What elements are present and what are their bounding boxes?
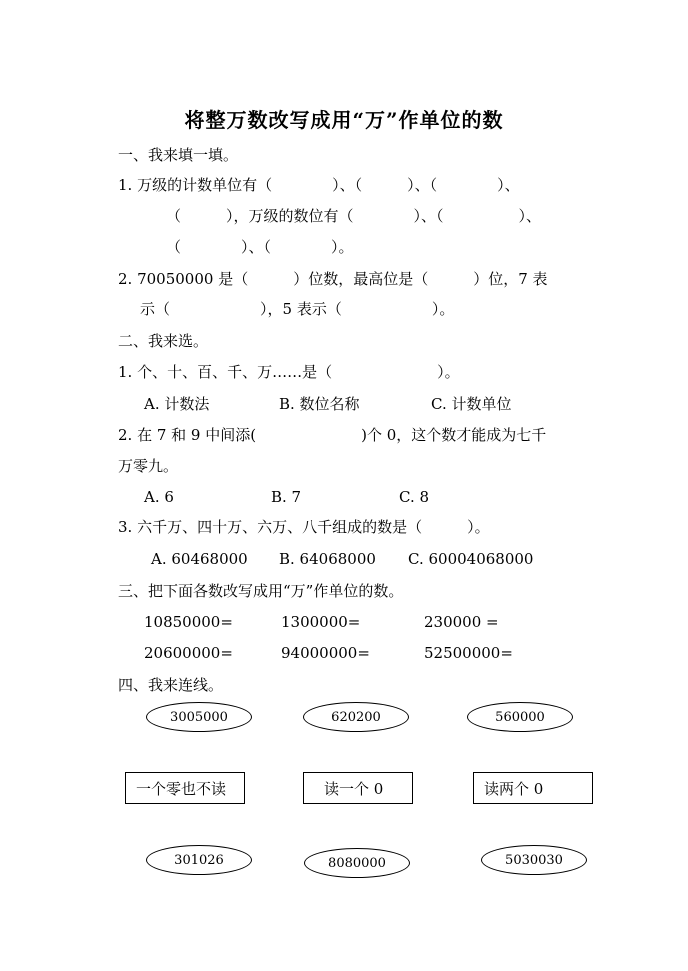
s2-q2-option-c: C. 8 [399, 488, 430, 506]
s1-q2-line1: 2. 70050000 是（ ）位数，最高位是（ ）位，7 表 [118, 270, 548, 288]
s1-q2-line2: 示（ ），5 表示（ ）。 [140, 300, 455, 318]
box-read-one-zero[interactable]: 读一个 0 [303, 772, 413, 804]
s2-q1-option-b: B. 数位名称 [279, 395, 360, 413]
section4-heading: 四、我来连线。 [118, 676, 224, 694]
box-no-zero-read[interactable]: 一个零也不读 [125, 772, 245, 804]
s2-q3-option-c: C. 60004068000 [408, 550, 534, 568]
s2-q1-option-a: A. 计数法 [144, 395, 210, 413]
s2-q2-line1: 2. 在 7 和 9 中间添( )个 0，这个数才能成为七千 [118, 426, 547, 444]
top-oval-3[interactable]: 560000 [467, 702, 573, 732]
box-read-two-zeros[interactable]: 读两个 0 [473, 772, 593, 804]
s2-q1: 1. 个、十、百、千、万……是（ ）。 [118, 363, 460, 381]
s3-item-4: 20600000= [144, 644, 233, 662]
bottom-oval-3[interactable]: 5030030 [481, 845, 587, 875]
s2-q3-option-b: B. 64068000 [279, 550, 376, 568]
s3-item-5: 94000000= [281, 644, 370, 662]
bottom-oval-1[interactable]: 301026 [146, 845, 252, 875]
s2-q2-option-a: A. 6 [144, 488, 174, 506]
bottom-oval-2[interactable]: 8080000 [304, 848, 410, 878]
s1-q1-line1: 1. 万级的计数单位有（ ）、（ ）、（ ）、 [118, 176, 520, 194]
s1-q1-line2: （ ），万级的数位有（ ）、（ ）、 [166, 207, 542, 225]
s3-item-1: 10850000= [144, 613, 233, 631]
s2-q3: 3. 六千万、四十万、六万、八千组成的数是（ ）。 [118, 518, 490, 536]
s3-item-2: 1300000= [281, 613, 361, 631]
s2-q1-option-c: C. 计数单位 [431, 395, 512, 413]
top-oval-2[interactable]: 620200 [303, 702, 409, 732]
s2-q2-option-b: B. 7 [271, 488, 302, 506]
s2-q3-option-a: A. 60468000 [151, 550, 248, 568]
section3-heading: 三、把下面各数改写成用“万”作单位的数。 [118, 582, 404, 600]
s3-item-6: 52500000= [424, 644, 513, 662]
section1-heading: 一、我来填一填。 [118, 146, 239, 164]
top-oval-1[interactable]: 3005000 [146, 702, 252, 732]
section2-heading: 二、我来选。 [118, 332, 209, 350]
page-title: 将整万数改写成用“万”作单位的数 [184, 108, 504, 132]
s2-q2-line2: 万零九。 [118, 457, 179, 475]
s3-item-3: 230000 = [424, 613, 499, 631]
s1-q1-line3: （ ）、（ ）。 [166, 238, 354, 256]
